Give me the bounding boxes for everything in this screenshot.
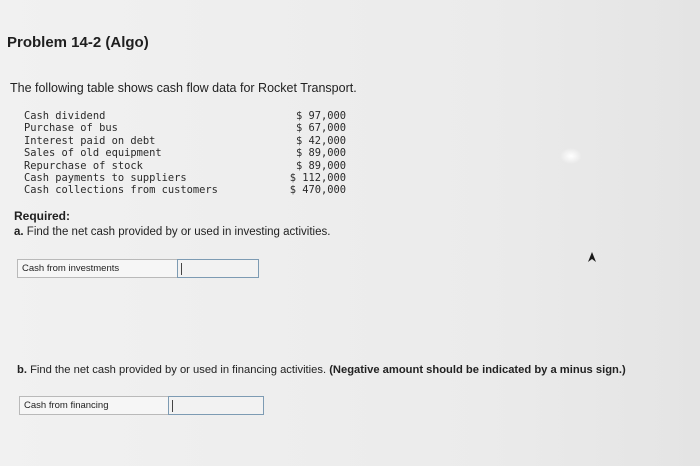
table-row	[24, 160, 354, 172]
question-a	[14, 226, 330, 238]
row-value: $ 67,000	[295, 122, 346, 135]
table-row	[24, 172, 354, 184]
question-a-letter: a.	[14, 226, 24, 238]
cash-from-investments-row	[17, 259, 259, 278]
row-label: Cash dividend	[24, 110, 106, 122]
table-row	[24, 184, 354, 196]
question-b-letter: b.	[17, 364, 27, 376]
row-label: Interest paid on debt	[24, 134, 156, 147]
row-label: Sales of old equipment	[24, 147, 162, 160]
row-value: $ 89,000	[295, 159, 346, 172]
row-value: $ 89,000	[295, 147, 346, 160]
cash-from-investments-label: Cash from investments	[17, 259, 178, 278]
row-label: Repurchase of stock	[24, 159, 143, 172]
row-value: $ 112,000	[289, 172, 346, 185]
page-title: Problem 14-2 (Algo)	[7, 34, 149, 51]
row-label: Cash payments to suppliers	[24, 172, 187, 185]
cash-from-financing-label: Cash from financing	[19, 396, 169, 415]
question-a-text: Find the net cash provided by or used in investing activities.	[26, 226, 331, 238]
table-row	[24, 110, 354, 122]
mouse-pointer-icon	[586, 251, 598, 263]
row-label: Cash collections from customers	[24, 184, 218, 197]
question-b-note: (Negative amount should be indicated by a minus sign.)	[329, 364, 626, 376]
problem-intro: The following table shows cash flow data for Rocket Transport.	[10, 81, 357, 95]
table-row	[24, 135, 354, 147]
table-row	[24, 122, 354, 134]
screen-glare	[560, 148, 582, 164]
cash-from-financing-row	[19, 396, 264, 415]
cash-from-financing-input[interactable]	[168, 396, 264, 415]
text-caret	[181, 263, 182, 275]
cash-flow-table	[24, 110, 354, 197]
question-b-text: Find the net cash provided by or used in financing activities.	[30, 364, 327, 376]
row-label: Purchase of bus	[24, 122, 118, 135]
row-value: $ 42,000	[295, 134, 346, 147]
row-value: $ 97,000	[295, 110, 346, 122]
cash-from-investments-input[interactable]	[177, 259, 259, 278]
required-heading: Required:	[14, 209, 71, 223]
table-row	[24, 147, 354, 159]
question-b	[17, 364, 626, 376]
row-value: $ 470,000	[289, 184, 346, 197]
text-caret	[172, 400, 173, 412]
